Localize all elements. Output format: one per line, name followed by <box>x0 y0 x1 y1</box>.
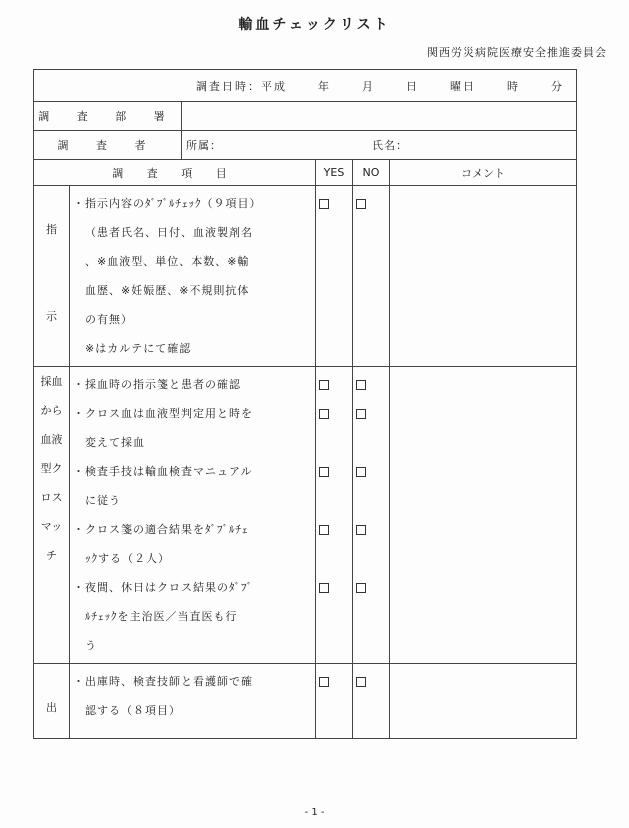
yes-checkbox[interactable] <box>319 380 329 390</box>
checklist-item-text: ｯｸする（２人） <box>85 552 170 565</box>
checklist-item-text: ・クロス箋の適合結果をﾀﾞﾌﾞﾙﾁｪ <box>73 523 249 536</box>
checklist-item-text: （患者氏名、日付、血液製剤名 <box>85 226 253 239</box>
date-label: 調査日時：平成 <box>196 79 287 93</box>
section-category <box>34 664 70 739</box>
yes-checkbox[interactable] <box>319 525 329 535</box>
category-text: チ <box>46 549 57 562</box>
dept-label: 調 査 部 署 <box>34 102 182 131</box>
yes-column <box>316 664 353 739</box>
checklist-item-text: 、※血液型、単位、本数、※輸 <box>85 255 250 268</box>
section-items <box>70 367 316 664</box>
category-text: 血液 <box>40 433 63 446</box>
section-row <box>34 186 577 367</box>
category-text: ロス <box>40 491 63 504</box>
category-text: マッ <box>40 520 63 533</box>
column-header-item: 調 査 項 目 <box>34 160 316 186</box>
hour-label: 時 <box>507 79 520 93</box>
no-checkbox[interactable] <box>356 199 366 209</box>
no-checkbox[interactable] <box>356 467 366 477</box>
checklist-item-text: ﾙﾁｪｯｸを主治医／当直医も行 <box>85 610 238 623</box>
category-text: から <box>40 404 63 417</box>
yes-checkbox[interactable] <box>319 467 329 477</box>
checklist-item-text: の有無） <box>85 313 133 326</box>
no-column <box>353 186 390 367</box>
section-row <box>34 367 577 664</box>
column-header-yes: YES <box>316 160 353 186</box>
checklist-item-text: ・出庫時、検査技師と看護師で確 <box>73 675 253 688</box>
checklist-item-text: ・指示内容のﾀﾞﾌﾞﾙﾁｪｯｸ（９項目） <box>73 197 262 210</box>
survey-datetime-row <box>34 70 577 102</box>
page-number: - 1 - <box>304 807 325 818</box>
section-category <box>34 186 70 367</box>
category-text <box>34 273 69 302</box>
category-text: 出 <box>46 701 57 714</box>
checklist-item-text: 血歴、※妊娠歴、※不規則抗体 <box>85 284 250 297</box>
minute-label: 分 <box>551 79 564 93</box>
no-checkbox[interactable] <box>356 677 366 687</box>
category-text <box>34 664 69 693</box>
category-text <box>34 186 69 215</box>
comment-field[interactable] <box>390 186 577 367</box>
no-checkbox[interactable] <box>356 409 366 419</box>
column-header-comment: コメント <box>390 160 577 186</box>
investigator-field[interactable] <box>182 131 577 160</box>
dept-field[interactable] <box>182 102 577 131</box>
no-column <box>353 664 390 739</box>
checklist-item-text: に従う <box>85 494 121 507</box>
comment-field[interactable] <box>390 367 577 664</box>
investigator-label: 調 査 者 <box>34 131 182 160</box>
checklist-table <box>33 69 577 739</box>
section-items <box>70 186 316 367</box>
organization-name: 関西労災病院医療安全推進委員会 <box>427 46 607 59</box>
section-items <box>70 664 316 739</box>
yes-column <box>316 186 353 367</box>
yes-column <box>316 367 353 664</box>
checklist-item-text: 変えて採血 <box>85 436 145 449</box>
yes-checkbox[interactable] <box>319 583 329 593</box>
no-checkbox[interactable] <box>356 380 366 390</box>
section-row <box>34 664 577 739</box>
comment-field[interactable] <box>390 664 577 739</box>
no-checkbox[interactable] <box>356 525 366 535</box>
page-title: 輸血チェックリスト <box>238 17 391 33</box>
affiliation-label: 所属： <box>186 139 222 152</box>
year-label: 年 <box>318 79 331 93</box>
weekday-label: 曜日 <box>450 79 476 93</box>
no-column <box>353 367 390 664</box>
category-text: 示 <box>46 310 57 323</box>
no-checkbox[interactable] <box>356 583 366 593</box>
yes-checkbox[interactable] <box>319 199 329 209</box>
category-text: 型ク <box>40 462 63 475</box>
checklist-item-text: ・採血時の指示箋と患者の確認 <box>73 378 241 391</box>
name-label: 氏名： <box>372 139 408 152</box>
column-header-no: NO <box>353 160 390 186</box>
category-text: 採血 <box>40 375 63 388</box>
checklist-item-text: ・検査手技は輸血検査マニュアル <box>73 465 253 478</box>
checklist-item-text: う <box>85 639 97 652</box>
day-label: 日 <box>406 79 419 93</box>
category-text <box>34 244 69 273</box>
section-category <box>34 367 70 664</box>
month-label: 月 <box>362 79 375 93</box>
category-text: 指 <box>46 223 57 236</box>
yes-checkbox[interactable] <box>319 409 329 419</box>
yes-checkbox[interactable] <box>319 677 329 687</box>
checklist-item-text: ※はカルテにて確認 <box>85 342 192 355</box>
checklist-item-text: ・夜間、休日はクロス結果のﾀﾞﾌﾞ <box>73 581 253 594</box>
checklist-item-text: ・クロス血は血液型判定用と時を <box>73 407 253 420</box>
checklist-item-text: 認する（８項目） <box>85 704 181 717</box>
